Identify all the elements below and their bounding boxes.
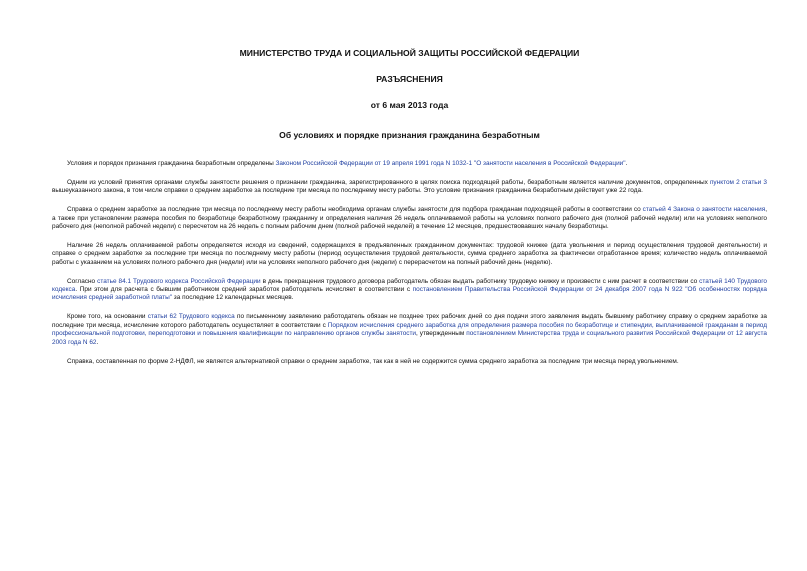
paragraph	[52, 278, 767, 303]
document-date: от 6 мая 2013 года	[370, 100, 449, 110]
paragraph-text: Справка о среднем заработке за последние три месяца по последнему месту работы необходима органам службы занятости для подбора гражданам подходящей работы в соответствии со	[67, 206, 643, 214]
paragraph-text: вышеуказанного закона, в том числе справки о среднем заработке за последние три месяца по последнему месту работы. Это условие признания гражданина безработным действует уже 22 года.	[52, 187, 643, 195]
paragraph-text: , а также при установлении размера пособия по безработице безработному гражданину и определения наличия 26 недель оплачиваемой работы на условиях полного рабочего дня (полной рабочей недели) или на условиях неполного рабочего дня (неполной рабочей недели) с пересчетом на 26 недель с полным рабочим днем (полной рабочей неделей) в течение 12 месяцев, предшествовавших началу безработицы.	[52, 206, 767, 231]
paragraph	[52, 358, 767, 366]
document-body	[52, 160, 767, 366]
paragraph	[52, 242, 767, 267]
document-type-heading: РАЗЪЯСНЕНИЯ	[376, 74, 443, 84]
legal-reference-link[interactable]: постановлением Правительства Российской Федерации от 24 декабря 2007 года N 922 "Об особенностях порядка исчисления средней заработной платы"	[52, 286, 767, 302]
paragraph	[52, 206, 767, 231]
paragraph-text: Справка, составленная по форме 2-НДФЛ, не является альтернативой справки о среднем заработке, так как в ней не содержится сумма среднего заработка за последние три месяца перед увольнением.	[67, 357, 679, 365]
paragraph-text: , утвержденным	[416, 330, 467, 338]
paragraph	[52, 313, 767, 347]
paragraph-text: за последние 12 календарных месяцев.	[172, 294, 294, 302]
legal-reference-link[interactable]: статьей 140 Трудового кодекса	[52, 277, 768, 294]
paragraph-text: Кроме того, на основании	[67, 313, 148, 321]
paragraph	[52, 160, 767, 168]
paragraph	[52, 179, 767, 196]
legal-reference-link[interactable]: статьей 4 Закона о занятости населения	[642, 206, 766, 214]
document-title: Об условиях и порядке признания гражданина безработным	[279, 130, 540, 140]
legal-reference-link[interactable]: постановлением Министерства труда и социального развития Российской Федерации от 12 августа 2003 года N 62	[52, 330, 767, 346]
legal-reference-link[interactable]: пунктом 2 статьи 3	[709, 178, 767, 186]
document-page	[52, 40, 767, 376]
legal-reference-link[interactable]: Порядком исчисления среднего заработка для определения размера пособия по безработице и стипендии, выплачиваемой гражданам в период профессиональной подготовки, переподготовки и повышения квалификации по направлению органов службы занятости	[52, 321, 768, 338]
paragraph-text: . При этом для расчета с бывшим работником средний заработок работодатель исчисляет в соответствии с	[75, 286, 413, 294]
paragraph-text: в день прекращения трудового договора работодатель обязан выдать работнику трудовую книжку и произвести с ним расчет в соответствии со	[260, 277, 700, 285]
paragraph-text: .	[96, 338, 99, 346]
legal-reference-link[interactable]: Законом Российской Федерации от 19 апреля 1991 года N 1032-1 "О занятости населения в Российской Федерации"	[275, 160, 626, 167]
ministry-heading: МИНИСТЕРСТВО ТРУДА И СОЦИАЛЬНОЙ ЗАЩИТЫ РОССИЙСКОЙ ФЕДЕРАЦИИ	[239, 48, 580, 58]
legal-reference-link[interactable]: статье 84.1 Трудового кодекса Российской Федерации	[97, 277, 261, 285]
paragraph-text: Согласно	[67, 277, 98, 285]
paragraph-text: Одним из условий принятия органами службы занятости решения о признании гражданина, зарегистрированного в целях поиска подходящей работы, безработным является наличие документов, определенных	[67, 178, 710, 186]
paragraph-text: по письменному заявлению работодатель обязан не позднее трех рабочих дней со дня подачи этого заявления выдать бывшему работнику справку о среднем заработке за последние три месяца, исчисление которого работодатель осуществляет в соответствии с	[52, 313, 767, 329]
paragraph-text: Условия и порядок признания гражданина безработным определены	[67, 160, 276, 167]
paragraph-text: .	[625, 160, 628, 167]
paragraph-text: Наличие 26 недель оплачиваемой работы определяется исходя из сведений, содержащихся в предъявленных гражданином документах: трудовой книжке (дата увольнения и период осуществления трудовой деятельности) и справке о среднем заработке за последние три месяца по последнему месту работы (период осуществления трудовой деятельности, сумма среднего заработка за фактически отработанное время; количество недель оплачиваемой работы с указанием на условиях полного рабочего дня (недели) или на условиях неполного рабочего дня (недели) с перерасчетом на полный рабочий день (неделю).	[52, 241, 767, 266]
legal-reference-link[interactable]: статьи 62 Трудового кодекса	[147, 313, 235, 321]
